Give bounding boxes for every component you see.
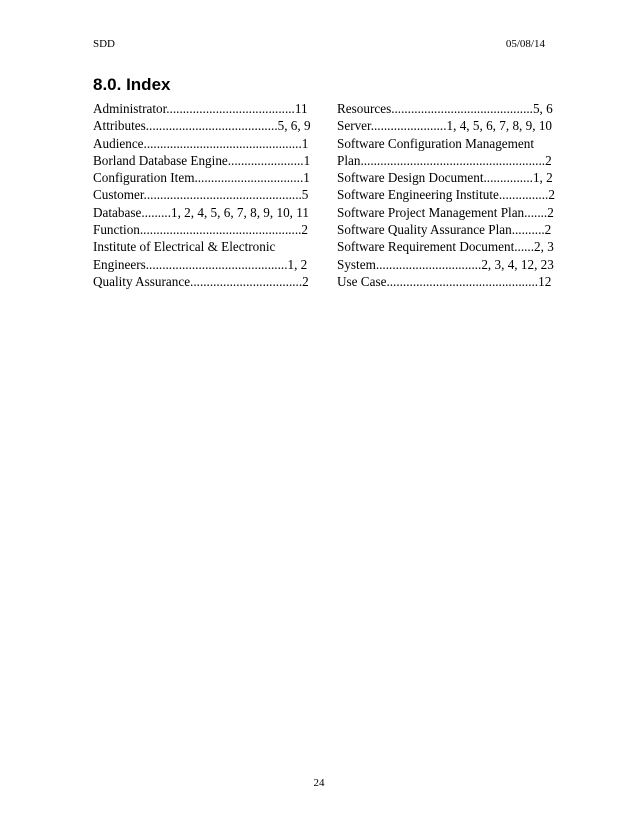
index-entry: Software Project Management Plan.......2 [337,204,554,220]
index-entry: Attributes........................................5, 6, 9 [93,118,311,134]
index-entry: Plan........................................................2 [337,152,552,168]
index-entry: Engineers...........................................1, 2 [93,256,308,272]
index-entry: Software Requirement Document......2, 3 [337,239,554,255]
index-column-left [93,100,311,290]
index-entry: Software Quality Assurance Plan..........2 [337,222,552,238]
index-entry: Customer................................................5 [93,187,309,203]
index-entry: Software Configuration Management [337,135,535,151]
index-entry: Borland Database Engine.......................1 [93,152,311,168]
index-entry: Administrator.......................................11 [93,101,308,116]
index-entry: Use Case..............................................12 [337,273,552,289]
index-entry: Software Design Document...............1, 2 [337,170,553,186]
index-entry: Database.........1, 2, 4, 5, 6, 7, 8, 9, 10, 11 [93,204,309,220]
index-entry: Server.......................1, 4, 5, 6, 7, 8, 9, 10 [337,118,553,134]
index-entry: Function.................................................2 [93,222,309,238]
index-entry: Software Engineering Institute...............2 [337,187,555,203]
index-entry: Institute of Electrical & Electronic [93,239,276,255]
index-entry: Audience................................................1 [93,135,309,151]
header-date: 05/08/14 [505,38,545,50]
index-entry: Quality Assurance..................................2 [93,273,309,289]
page-number: 24 [313,777,325,789]
section-title: 8.0. Index [93,75,171,94]
index-entry: Resources...........................................5, 6 [337,101,553,116]
header-document-name: SDD [93,38,116,50]
index-entry: System................................2, 3, 4, 12, 23 [337,256,554,272]
index-column-right [337,100,555,290]
index-entry: Configuration Item.................................1 [93,170,310,186]
